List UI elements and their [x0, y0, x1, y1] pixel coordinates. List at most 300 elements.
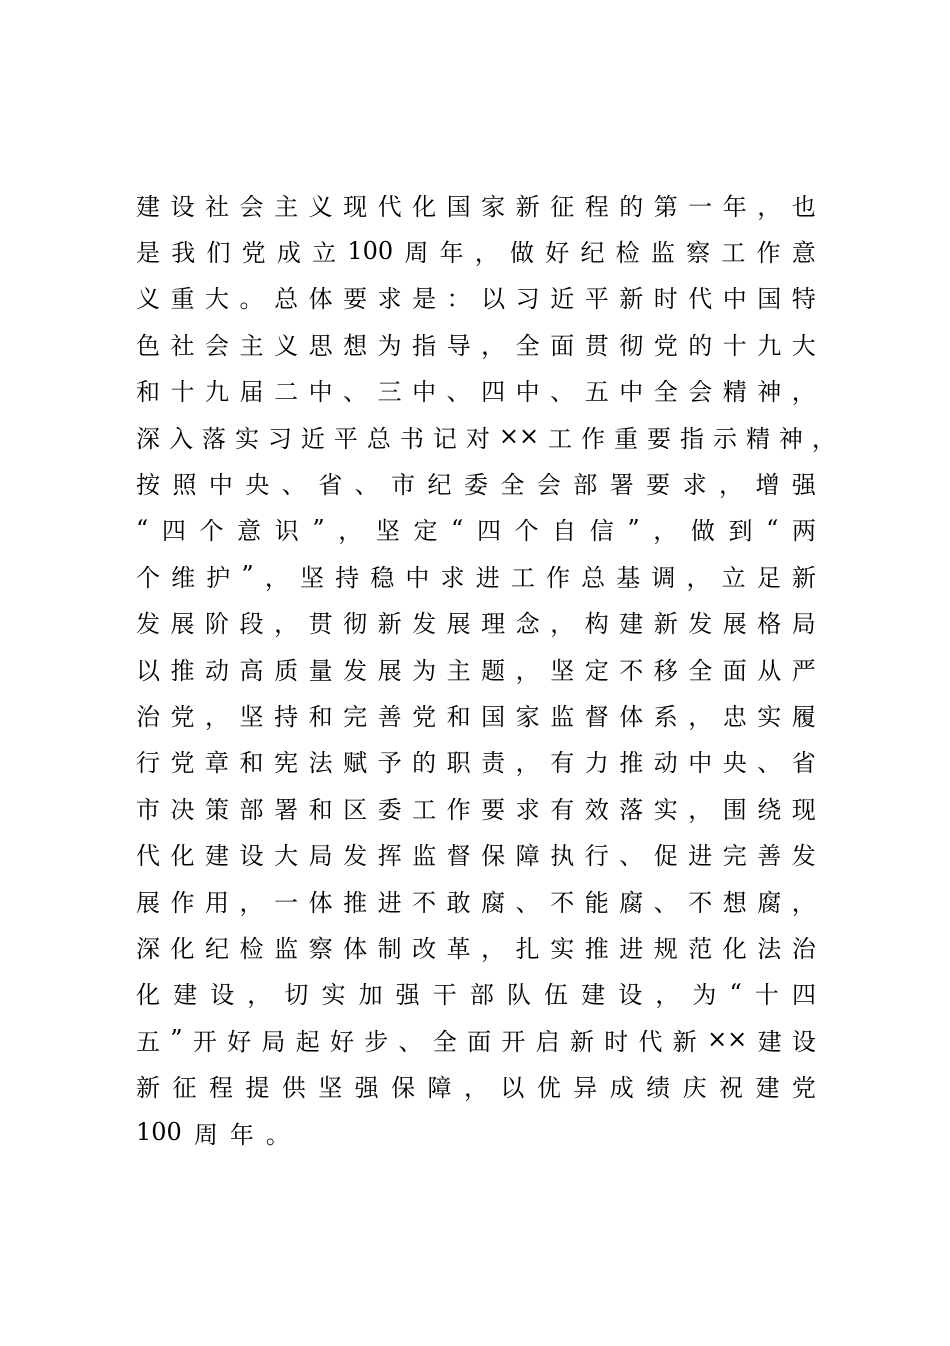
text-glyph: 展 [377, 656, 402, 685]
text-glyph: 九 [205, 378, 230, 407]
text-glyph: 设 [618, 981, 643, 1010]
text-line [136, 645, 816, 691]
text-glyph: 社 [205, 192, 230, 221]
text-glyph: 区 [343, 795, 368, 824]
text-glyph: 步 [364, 1027, 389, 1056]
text-glyph: 腐 [757, 888, 782, 917]
text-glyph: 开 [192, 1027, 217, 1056]
text-glyph: ， [686, 563, 711, 592]
text-glyph: 为 [377, 331, 402, 360]
text-glyph: 力 [584, 749, 609, 778]
text-glyph: 精 [722, 378, 747, 407]
text-line [136, 970, 816, 1016]
text-glyph: 规 [653, 934, 678, 963]
text-glyph: 局 [791, 610, 816, 639]
text-glyph: 市 [391, 471, 416, 500]
text-glyph: 好 [329, 1027, 354, 1056]
text-glyph: 特 [791, 285, 816, 314]
text-glyph: 部 [239, 795, 264, 824]
text-glyph: 为 [412, 656, 437, 685]
text-glyph: 坚 [239, 702, 264, 731]
text-glyph: 质 [274, 656, 299, 685]
text-glyph: 、 [354, 471, 379, 500]
text-glyph: 改 [412, 934, 437, 963]
text-line [136, 923, 816, 969]
text-glyph: 十 [722, 331, 747, 360]
text-glyph: 大 [205, 285, 230, 314]
text-glyph: 行 [136, 749, 160, 778]
text-glyph: 展 [722, 610, 747, 639]
text-glyph: 精 [745, 424, 770, 453]
text-glyph: 到 [728, 517, 753, 546]
text-glyph: 作 [756, 239, 781, 268]
text-glyph: 第 [653, 192, 678, 221]
text-glyph: 强 [395, 981, 420, 1010]
text-glyph: 新 [377, 610, 402, 639]
text-glyph: 督 [446, 842, 471, 871]
text-glyph: 总 [366, 424, 391, 453]
text-glyph: 工 [721, 239, 746, 268]
text-glyph: 、 [398, 1027, 423, 1056]
text-glyph: 以 [481, 285, 506, 314]
text-glyph: 会 [536, 471, 561, 500]
text-glyph: 和 [308, 702, 333, 731]
text-glyph: 做 [510, 239, 534, 268]
text-glyph: 。 [239, 285, 264, 314]
text-glyph: 代 [136, 842, 160, 871]
text-glyph: 展 [170, 610, 195, 639]
text-glyph: 定 [413, 517, 438, 546]
text-glyph: 念 [515, 610, 540, 639]
text-glyph: 信 [589, 517, 614, 546]
text-glyph: 时 [653, 285, 678, 314]
text-glyph: 障 [427, 1074, 452, 1103]
text-glyph: 监 [650, 239, 675, 268]
text-glyph: 能 [584, 888, 609, 917]
text-glyph: 纪 [427, 471, 452, 500]
text-glyph: 实 [321, 981, 346, 1010]
text-glyph: 和 [446, 702, 471, 731]
text-glyph: 党 [791, 1074, 816, 1103]
text-glyph: 面 [722, 656, 747, 685]
text-glyph: 予 [377, 749, 402, 778]
text-glyph: 设 [170, 192, 195, 221]
text-glyph: 进 [475, 563, 500, 592]
text-glyph: 自 [552, 517, 577, 546]
text-glyph: 委 [463, 471, 488, 500]
text-glyph: 做 [690, 517, 715, 546]
text-glyph: 平 [584, 285, 609, 314]
text-glyph: 工 [510, 563, 535, 592]
text-glyph: 意 [791, 239, 816, 268]
text-glyph: 绕 [757, 795, 782, 824]
text-glyph: 家 [515, 702, 540, 731]
text-glyph: 发 [343, 842, 368, 871]
text-glyph: 不 [412, 888, 437, 917]
text-glyph: 实 [757, 702, 782, 731]
text-glyph: ， [655, 981, 680, 1010]
text-glyph: 作 [581, 424, 606, 453]
text-glyph: 代 [377, 192, 402, 221]
text-glyph: 要 [646, 424, 671, 453]
text-glyph: 化 [412, 192, 437, 221]
text-glyph: 移 [653, 656, 678, 685]
text-glyph: 中 [688, 749, 713, 778]
text-glyph: 和 [136, 378, 160, 407]
text-glyph: 国 [757, 285, 782, 314]
text-glyph: 强 [791, 471, 816, 500]
text-glyph: 行 [584, 842, 609, 871]
text-glyph: 届 [239, 378, 264, 407]
text-glyph: ， [688, 702, 713, 731]
text-glyph: ， [239, 888, 264, 917]
text-glyph: 们 [206, 239, 231, 268]
text-glyph: 推 [343, 888, 368, 917]
text-glyph: 社 [170, 331, 195, 360]
text-glyph: 腐 [481, 888, 506, 917]
text-glyph: 示 [712, 424, 737, 453]
text-glyph: 发 [343, 656, 368, 685]
text-glyph: 履 [791, 702, 816, 731]
text-glyph: 发 [136, 610, 160, 639]
text-glyph: 保 [391, 1074, 416, 1103]
text-glyph: 持 [335, 563, 360, 592]
text-glyph: 纪 [580, 239, 605, 268]
text-glyph: 动 [205, 656, 230, 685]
text-glyph: 法 [308, 749, 333, 778]
text-glyph: 体 [308, 888, 333, 917]
text-glyph: 一 [688, 192, 713, 221]
text-glyph: 会 [205, 331, 230, 360]
text-glyph: 义 [274, 331, 299, 360]
text-glyph: 挥 [377, 842, 402, 871]
text-glyph: 不 [550, 888, 575, 917]
text-glyph: 征 [172, 1074, 197, 1103]
text-line [136, 691, 816, 737]
text-glyph: 障 [515, 842, 540, 871]
text-glyph: 定 [584, 656, 609, 685]
text-glyph: 坚 [375, 517, 400, 546]
text-glyph: 面 [550, 331, 575, 360]
text-line [136, 181, 816, 227]
text-glyph: 义 [136, 285, 160, 314]
text-glyph: 央 [722, 749, 747, 778]
text-glyph: 为 [692, 981, 717, 1010]
text-glyph: 促 [653, 842, 678, 871]
text-line [136, 1109, 816, 1155]
text-glyph: 落 [201, 424, 226, 453]
text-glyph: 发 [688, 610, 713, 639]
text-glyph: 部 [469, 981, 494, 1010]
text-glyph: 全 [500, 471, 525, 500]
text-line [136, 1016, 816, 1062]
text-glyph: 体 [619, 702, 644, 731]
text-glyph: ， [653, 517, 678, 546]
text-glyph: 成 [609, 1074, 634, 1103]
text-glyph: 新 [653, 610, 678, 639]
text-glyph: 市 [136, 795, 160, 824]
text-glyph: 供 [281, 1074, 306, 1103]
text-glyph: 、 [343, 378, 368, 407]
text-glyph: 作 [545, 563, 570, 592]
text-glyph: ， [474, 239, 499, 268]
text-glyph: 工 [548, 424, 573, 453]
text-glyph: 法 [757, 934, 782, 963]
text-glyph: 100 [136, 1118, 182, 1146]
text-glyph: 坚 [550, 656, 575, 685]
text-glyph: 量 [308, 656, 333, 685]
text-glyph: ， [550, 610, 575, 639]
text-glyph: 要 [343, 285, 368, 314]
text-glyph: 国 [481, 702, 506, 731]
text-glyph: 督 [584, 702, 609, 731]
text-glyph: 党 [170, 749, 195, 778]
text-glyph: 代 [688, 285, 713, 314]
text-glyph: 加 [358, 981, 383, 1010]
text-glyph: 署 [274, 795, 299, 824]
text-glyph: 彻 [343, 610, 368, 639]
text-glyph: “ [451, 514, 464, 543]
text-line [136, 877, 816, 923]
text-glyph: 、 [550, 378, 575, 407]
text-glyph: ， [757, 192, 782, 221]
text-glyph: 建 [581, 981, 606, 1010]
text-glyph: 题 [481, 656, 506, 685]
text-glyph: 化 [136, 981, 160, 1010]
text-glyph: ， [515, 749, 540, 778]
text-glyph: 体 [343, 934, 368, 963]
text-line [136, 413, 836, 459]
text-glyph: 神 [757, 378, 782, 407]
text-glyph: 起 [295, 1027, 320, 1056]
text-line [136, 459, 816, 505]
text-glyph: 100 [347, 236, 394, 265]
text-glyph: 省 [791, 749, 816, 778]
text-glyph: 新 [619, 285, 644, 314]
text-glyph: “ [729, 978, 742, 1007]
text-glyph: 意 [237, 517, 262, 546]
text-glyph: ， [463, 1074, 488, 1103]
text-glyph: 的 [412, 749, 437, 778]
text-glyph: 推 [170, 656, 195, 685]
text-glyph: ×× [707, 1025, 748, 1054]
text-line [136, 830, 816, 876]
text-glyph: 四 [481, 378, 506, 407]
text-glyph: ” [241, 561, 254, 590]
text-glyph: 庆 [682, 1074, 707, 1103]
text-glyph: 、 [619, 842, 644, 871]
text-glyph: 书 [399, 424, 424, 453]
text-glyph: 开 [501, 1027, 526, 1056]
text-glyph: 十 [170, 378, 195, 407]
text-glyph: 稳 [370, 563, 395, 592]
text-line [136, 227, 816, 273]
text-glyph: 理 [481, 610, 506, 639]
text-glyph: 实 [234, 424, 259, 453]
text-glyph: 伍 [544, 981, 569, 1010]
text-glyph: 四 [791, 981, 816, 1010]
text-glyph: 指 [412, 331, 437, 360]
text-glyph: 干 [432, 981, 457, 1010]
text-glyph: 时 [604, 1027, 629, 1056]
text-glyph: 足 [756, 563, 781, 592]
text-glyph: 平 [333, 424, 358, 453]
text-glyph: 监 [412, 842, 437, 871]
text-glyph: 也 [791, 192, 816, 221]
text-glyph: 局 [261, 1027, 286, 1056]
text-glyph: 现 [343, 192, 368, 221]
text-glyph: 化 [170, 934, 195, 963]
text-glyph: 祝 [719, 1074, 743, 1103]
text-glyph: ” [170, 1025, 183, 1054]
text-glyph: 作 [170, 888, 195, 917]
text-glyph: 求 [682, 471, 707, 500]
text-glyph: 家 [481, 192, 506, 221]
text-glyph: 化 [722, 934, 747, 963]
text-glyph: 体 [308, 285, 333, 314]
text-glyph: 构 [584, 610, 609, 639]
text-glyph: 提 [245, 1074, 270, 1103]
text-glyph: 系 [653, 702, 678, 731]
text-glyph: 主 [446, 656, 471, 685]
text-glyph: 是 [136, 239, 160, 268]
text-glyph: 大 [274, 842, 299, 871]
text-glyph: 照 [172, 471, 197, 500]
text-glyph: 程 [208, 1074, 233, 1103]
text-glyph: 想 [343, 331, 368, 360]
text-glyph: 个 [136, 563, 160, 592]
text-glyph: 个 [199, 517, 224, 546]
text-glyph: 和 [308, 795, 333, 824]
text-glyph: 习 [515, 285, 540, 314]
text-glyph: 设 [210, 981, 235, 1010]
text-glyph: 义 [308, 192, 333, 221]
text-glyph: 工 [412, 795, 437, 824]
text-glyph: 好 [227, 1027, 252, 1056]
text-glyph: 职 [446, 749, 471, 778]
text-glyph: 绩 [646, 1074, 671, 1103]
text-line [136, 738, 816, 784]
text-glyph: 实 [653, 795, 678, 824]
text-glyph: 宪 [274, 749, 299, 778]
text-glyph: 十 [754, 981, 779, 1010]
text-glyph: 导 [446, 331, 471, 360]
text-glyph: 全 [688, 656, 713, 685]
text-glyph: ” [312, 514, 325, 543]
text-glyph: 四 [476, 517, 501, 546]
text-glyph: 新 [569, 1027, 594, 1056]
text-glyph: 从 [757, 656, 782, 685]
text-glyph: 深 [136, 934, 160, 963]
text-glyph: 实 [550, 934, 575, 963]
text-glyph: 年 [229, 1120, 254, 1149]
text-glyph: 求 [377, 285, 402, 314]
text-glyph: 切 [284, 981, 309, 1010]
text-glyph: 赋 [343, 749, 368, 778]
text-glyph: 用 [205, 888, 230, 917]
text-glyph: 对 [465, 424, 490, 453]
text-glyph: 有 [550, 749, 575, 778]
text-glyph: 中 [412, 378, 437, 407]
text-glyph: 一 [274, 888, 299, 917]
text-glyph: 建 [755, 1074, 780, 1103]
text-glyph: 善 [377, 702, 402, 731]
text-glyph: 神 [778, 424, 803, 453]
text-glyph: 建 [619, 610, 644, 639]
text-glyph: 阶 [205, 610, 230, 639]
text-glyph: 优 [536, 1074, 561, 1103]
text-glyph: 坚 [299, 563, 324, 592]
text-glyph: 彻 [619, 331, 644, 360]
text-glyph: 化 [170, 842, 195, 871]
text-glyph: 近 [550, 285, 575, 314]
text-glyph: 设 [791, 1027, 816, 1056]
text-glyph: 进 [688, 842, 713, 871]
text-glyph: ×× [498, 422, 540, 451]
text-glyph: 面 [467, 1027, 492, 1056]
text-glyph: ， [264, 563, 289, 592]
text-glyph: 善 [757, 842, 782, 871]
text-glyph: 的 [688, 331, 713, 360]
text-glyph: 新 [791, 563, 816, 592]
text-glyph: 党 [241, 239, 266, 268]
text-glyph: 委 [377, 795, 402, 824]
text-glyph: ， [791, 888, 816, 917]
text-glyph: 格 [757, 610, 782, 639]
text-glyph: 党 [170, 702, 195, 731]
text-glyph: 、 [653, 888, 678, 917]
text-glyph: 基 [616, 563, 641, 592]
text-glyph: 近 [300, 424, 325, 453]
text-glyph: ， [791, 378, 816, 407]
text-line [136, 367, 816, 413]
text-glyph: ， [688, 795, 713, 824]
text-glyph: 主 [274, 192, 299, 221]
text-glyph: 省 [318, 471, 343, 500]
text-glyph: 周 [404, 239, 429, 268]
text-glyph: 扎 [515, 934, 540, 963]
text-glyph: 高 [239, 656, 264, 685]
text-glyph: 完 [722, 842, 747, 871]
text-glyph: 决 [170, 795, 195, 824]
text-glyph: 中 [405, 563, 430, 592]
text-glyph: 和 [239, 749, 264, 778]
text-glyph: 要 [646, 471, 671, 500]
text-glyph: 新 [672, 1027, 697, 1056]
text-glyph: 以 [500, 1074, 525, 1103]
text-glyph: 重 [170, 285, 195, 314]
text-glyph: 习 [267, 424, 292, 453]
text-glyph: 严 [791, 656, 816, 685]
text-glyph: 察 [308, 934, 333, 963]
text-glyph: 五 [136, 1027, 160, 1056]
text-glyph: 范 [688, 934, 713, 963]
text-glyph: 革 [446, 934, 471, 963]
text-glyph: 我 [171, 239, 196, 268]
text-glyph: 段 [239, 610, 264, 639]
text-line [136, 320, 816, 366]
text-glyph: 强 [354, 1074, 379, 1103]
text-glyph: 记 [432, 424, 457, 453]
text-glyph: 会 [239, 192, 264, 221]
text-glyph: 检 [239, 934, 264, 963]
text-glyph: 新 [515, 192, 540, 221]
text-glyph: 设 [239, 842, 264, 871]
text-glyph: ， [205, 702, 230, 731]
text-glyph: 保 [481, 842, 506, 871]
text-glyph: 三 [377, 378, 402, 407]
text-glyph: 代 [638, 1027, 663, 1056]
